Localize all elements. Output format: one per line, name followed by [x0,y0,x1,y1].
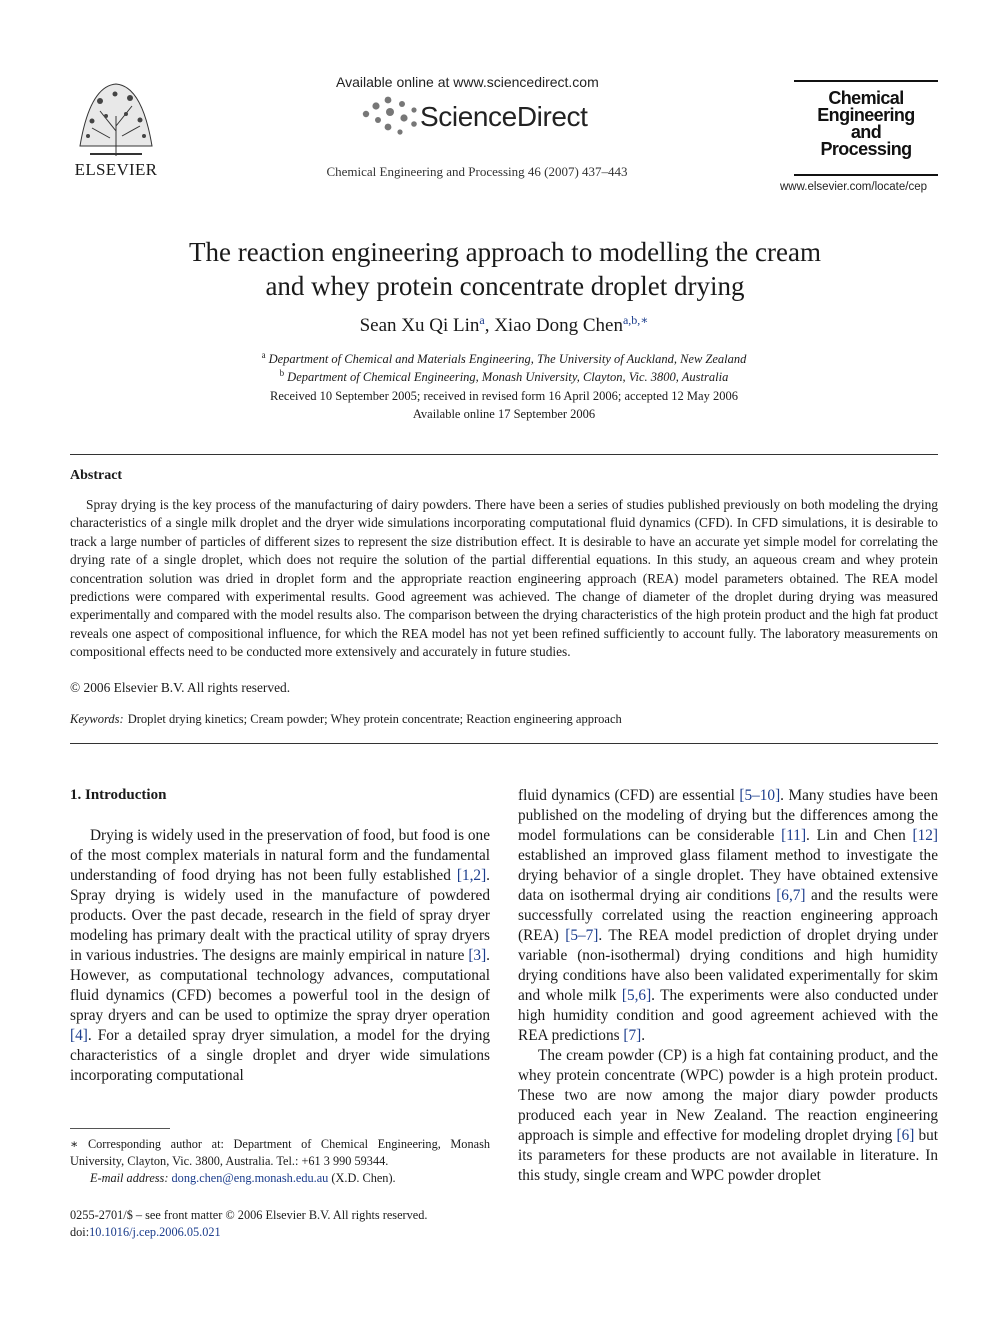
journal-logo [794,80,938,176]
citation-link[interactable]: [5–7] [565,927,599,944]
author-separator: , [484,315,495,336]
doi-link[interactable]: 10.1016/j.cep.2006.05.021 [89,1225,221,1239]
divider [70,743,938,744]
abstract-heading: Abstract [70,468,123,483]
author-name: Sean Xu Qi Lin [359,315,480,336]
paragraph: The cream powder (CP) is a high fat containing product, and the whey protein concentrate (WPC) powder is a high protein product. These two are now among the major diary powder products produced each year in New Zealand. The reaction engineering approach is simple and effective for modeling droplet drying [6] but its parameters for these products are not available in literature. In this study, single cream and WPC powder droplet [518,1047,938,1184]
affiliation-b: $^b$ Department of Chemical Engineering, Monash University, Clayton, Vic. 3800, Australia [279,368,729,384]
available-online-text[interactable]: Available online at www.sciencedirect.com [336,74,599,90]
citation-link[interactable]: [3] [468,947,487,964]
affiliation-link[interactable]: a,b,∗ [622,313,649,327]
footnote-star: ∗ [70,1137,79,1151]
journal-logo-title: Chemical Engineering and Processing [817,88,915,159]
affiliation-a: $^a$ Department of Chemical and Materials Engineering, The University of Auckland, New Zealand [261,350,747,366]
paragraph: fluid dynamics (CFD) are essential [5–10]. Many studies have been published on the modeling of drying but the differences among the model formulations can be considerable [11]. Lin and Chen [12] established an improved glass filament method to investigate the drying behavior of a single droplet. They have obtained extensive data on isothermal drying air conditions [6,7] and the results were successfully correlated using the reaction engineering approach (REA) [5–7]. The REA model prediction of droplet drying under variable (non-isothermal) drying conditions and high humidity drying conditions have also been validated experimentally for skim and whole milk [5,6]. The experiments were also conducted under high humidity condition and good agreement achieved with the REA predictions [7]. [518,787,938,1044]
affiliation-link[interactable]: a [479,313,485,327]
email-label: E-mail address: [90,1171,169,1185]
keywords-label: Keywords: [70,712,124,726]
divider [70,454,938,455]
corresponding-author-footnote: ∗ Corresponding author at: Department of Chemical Engineering, Monash University, Clayton, Vic. 3800, Australia. Tel.: +61 3 990 59344. E-mail address: dong.chen@eng.monash.edu.au (X.D. Chen). [70,1137,490,1185]
keywords-list: Droplet drying kinetics; Cream powder; Whey protein concentrate; Reaction engineering approach [127,712,622,726]
online-date: Available online 17 September 2006 [412,407,596,421]
sciencedirect-logo-text[interactable]: ScienceDirect [420,101,588,132]
journal-reference: Chemical Engineering and Processing 46 (2007) 437–443 [326,164,628,179]
section-heading-introduction: 1. Introduction [70,787,167,803]
author-list [0,313,992,337]
paragraph: Drying is widely used in the preservation of food, but food is one of the most complex materials in natural form and the fundamental understanding of food drying has not been fully established [1,2]. Spray drying is widely used in the manufacture of powdered products. Over the past decade, research in the field of spray dryer modeling has primary dealt with the practical utility of spray dryers in various industries. The designs are mainly empirical in nature [3]. However, as computational technology advances, computational fluid dynamics (CFD) becomes a powerful tool in the design of spray dryers and can be used to optimize the spray dryer operation [4]. For a detailed spray dryer simulation, a model for the drying characteristics of a single droplet and dryer wide simulations incorporating computational [70,827,490,1084]
citation-link[interactable]: [4] [70,1027,88,1044]
journal-url[interactable]: www.elsevier.com/locate/cep [780,181,928,193]
sciencedirect-dots-icon [360,94,420,136]
publisher-name: ELSEVIER [74,160,158,179]
citation-link[interactable]: [7] [623,1027,642,1044]
copyright-notice: © 2006 Elsevier B.V. All rights reserved. [70,680,291,695]
received-dates: Received 10 September 2005; received in revised form 16 April 2006; accepted 12 May 2006 [270,389,738,403]
keywords [70,712,622,727]
paper-title: The reaction engineering approach to modelling the cream and whey protein concentrate droplet drying [189,237,821,301]
front-matter [70,1207,427,1241]
citation-link[interactable]: [5,6] [621,987,652,1004]
doi-label: doi: [70,1225,90,1239]
email-link[interactable]: dong.chen@eng.monash.edu.au [171,1171,329,1185]
footnote-divider [70,1128,170,1129]
issn-line: 0255-2701/$ – see front matter © 2006 Elsevier B.V. All rights reserved. [70,1208,428,1222]
citation-link[interactable]: [11] [781,827,807,844]
citation-link[interactable]: [1,2] [456,867,487,884]
citation-link[interactable]: [6,7] [776,887,806,904]
abstract-text: Spray drying is the key process of the manufacturing of dairy powders. There have been a series of studies published previously on both modeling the drying characteristics of a single milk droplet and the dryer wide simulations incorporating computational fluid dynamics (CFD). In CFD simulations, it is desirable to track a large number of particles of different sizes to represent the size distribution effect. It is desirable to have an accurate yet simple model for correlating the drying rate of a single droplet, which does not require the solution of the partial differential equations. In this study, an aqueous cream and whey protein concentration solution was dried in droplet form and the appropriate reaction engineering approach (REA) model parameters obtained. The REA model predictions were compared with experimental results. Good agreement was achieved. The change of diameter of the droplet during drying was measured experimentally and compared with the model results also. The comparison between the drying characteristics of the high protein product and the high fat product reveals one aspect of compositional influence, for which the REA model has not yet been refined sufficiently to account fully. The laboratory measurements on compositional effects need to be conducted more extensively and accurately in future studies. [70,497,938,660]
citation-link[interactable]: [5–10] [739,787,781,804]
author-name: Xiao Dong Chen [494,315,623,336]
citation-link[interactable]: [6] [896,1127,915,1144]
citation-link[interactable]: [12] [912,827,938,844]
